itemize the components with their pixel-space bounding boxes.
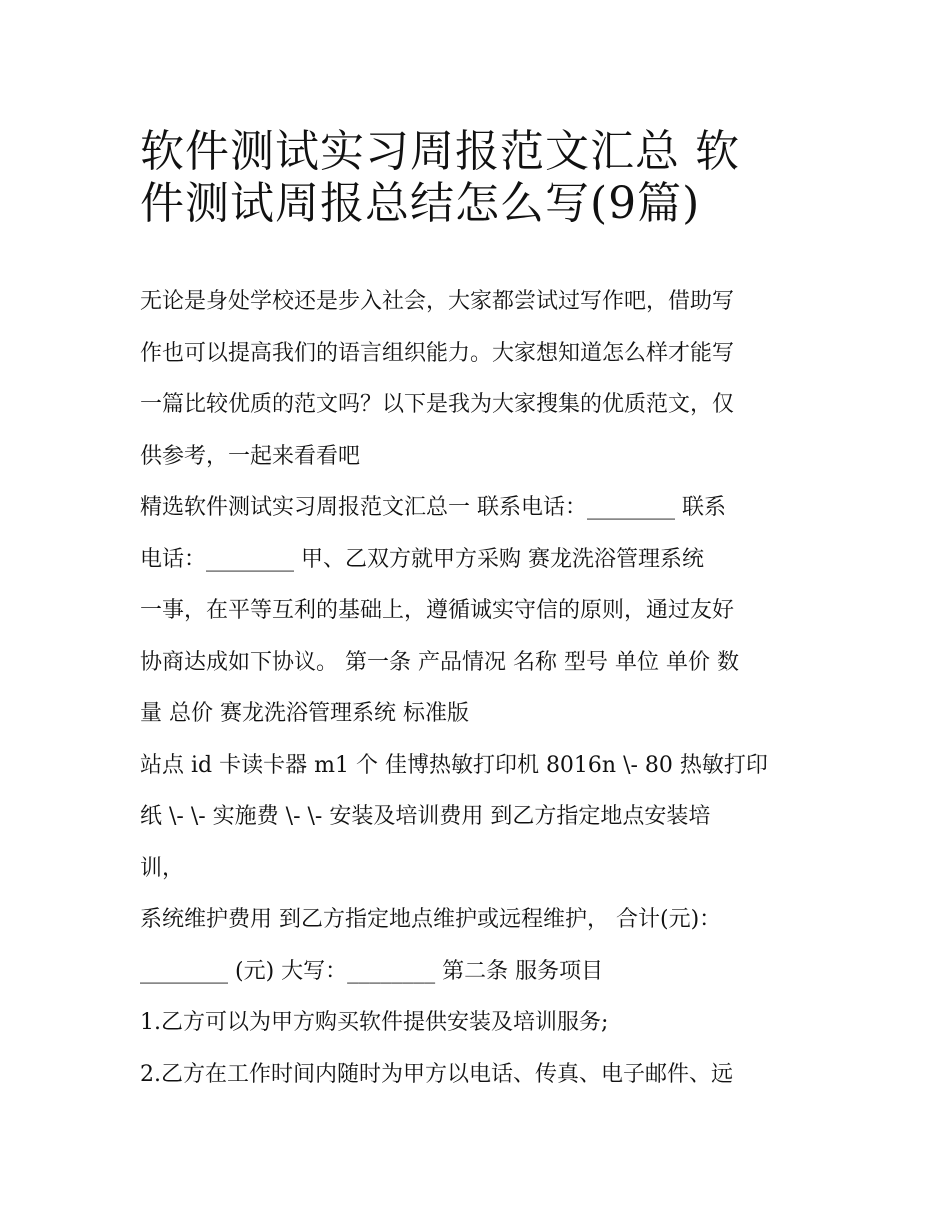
body-line: 电话：________ 甲、乙双方就甲方采购 赛龙洗浴管理系统 [140,546,704,572]
body-line: 无论是身处学校还是步入社会，大家都尝试过写作吧，借助写 [140,289,735,314]
body-line: 站点 id 卡读卡器 m1 个 佳博热敏打印机 8016n \- 80 热敏打印 [140,752,768,778]
body-line: ________ (元) 大写：________ 第二条 服务项目 [140,958,604,984]
body-line: 系统维护费用 到乙方指定地点维护或远程维护， 合计(元)： [140,907,722,932]
body-line: 一篇比较优质的范文吗？以下是我为大家搜集的优质范文，仅 [140,392,735,417]
body-line: 纸 \- \- 实施费 \- \- 安装及培训费用 到乙方指定地点安装培 [140,804,711,829]
title-line: 软件测试实习周报范文汇总 软 [140,126,740,177]
body-line: 精选软件测试实习周报范文汇总一 联系电话：________ 联系 [140,495,726,520]
body-line: 训， [140,855,185,881]
body-line: 作也可以提高我们的语言组织能力。大家想知道怎么样才能写 [140,340,735,366]
body-line: 供参考，一起来看看吧 [140,443,361,469]
body-line: 1.乙方可以为甲方购买软件提供安装及培训服务; [140,1010,609,1035]
body-line: 2.乙方在工作时间内随时为甲方以电话、传真、电子邮件、远 [140,1061,733,1087]
document-body [140,276,820,1100]
body-line: 量 总价 赛龙洗浴管理系统 标准版 [140,701,469,726]
title-line: 件测试周报总结怎么写(9篇) [140,177,701,229]
body-line: 协商达成如下协议。 第一条 产品情况 名称 型号 单位 单价 数 [140,649,739,675]
document-title [140,112,820,229]
body-line: 一事，在平等互利的基础上，遵循诚实守信的原则，通过友好 [140,598,735,623]
